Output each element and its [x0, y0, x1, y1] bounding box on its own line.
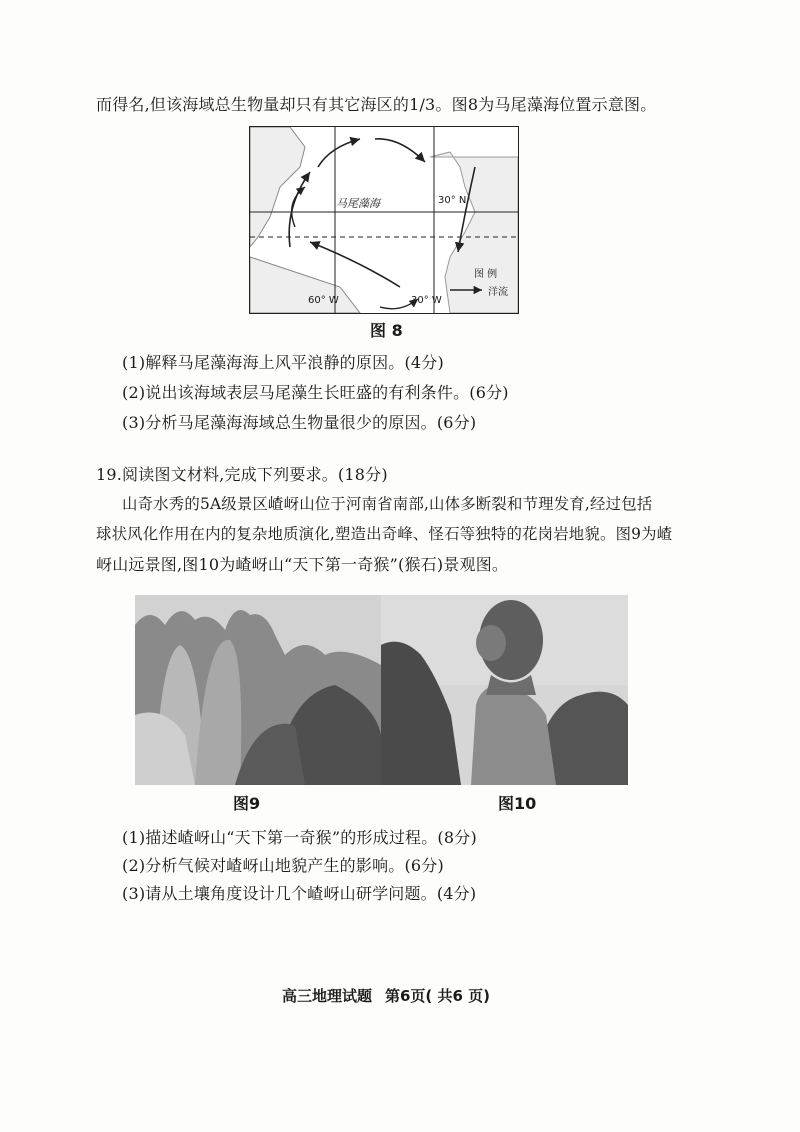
q19-para-line-2: 球状风化作用在内的复杂地质演化,塑造出奇峰、怪石等独特的花岗岩地貌。图9为嵖 [96, 525, 673, 543]
figure10-photo [381, 595, 628, 785]
q19-item-3: (3)请从土壤角度设计几个嵖岈山研学问题。(4分) [122, 884, 477, 903]
figure9-caption: 图9 [233, 794, 261, 813]
footer-page-number: 第6页( 共6 页) [385, 987, 491, 1005]
north-america-land [250, 127, 305, 247]
q18-item-2: (2)说出该海域表层马尾藻生长旺盛的有利条件。(6分) [122, 383, 509, 402]
map-drawing [250, 127, 518, 313]
figure9-photo [135, 595, 381, 785]
footer-subject: 高三地理试题 [282, 987, 373, 1005]
lon-label-60w: 60° W [308, 295, 339, 306]
q19-title: 19.阅读图文材料,完成下列要求。(18分) [96, 465, 388, 484]
legend-title: 图 例 [474, 269, 498, 280]
q19-item-2: (2)分析气候对嵖岈山地貌产生的影响。(6分) [122, 856, 444, 875]
current-arrow-north [318, 139, 360, 167]
q18-item-1: (1)解释马尾藻海海上风平浪静的原因。(4分) [122, 353, 444, 372]
current-arrow-equatorial [310, 242, 400, 287]
caribbean-land [250, 257, 360, 313]
legend-item: 洋流 [488, 287, 508, 298]
q19-item-1: (1)描述嵖岈山“天下第一奇猴”的形成过程。(8分) [122, 828, 477, 847]
figure8-caption: 图 8 [370, 321, 403, 340]
intro-text: 而得名,但该海域总生物量却只有其它海区的1/3。图8为马尾藻海位置示意图。 [96, 95, 657, 114]
current-arrow-ne [375, 139, 425, 162]
sea-label: 马尾藻海 [336, 197, 380, 210]
q18-item-3: (3)分析马尾藻海海域总生物量很少的原因。(6分) [122, 413, 477, 432]
figure8-map [249, 126, 519, 314]
q19-para-line-1: 山奇水秀的5A级景区嵖岈山位于河南省南部,山体多断裂和节理发育,经过包括 [122, 495, 653, 513]
lon-label-30w: 30° W [411, 295, 442, 306]
q19-para-line-3: 岈山远景图,图10为嵖岈山“天下第一奇猴”(猴石)景观图。 [96, 555, 509, 574]
figure10-caption: 图10 [498, 794, 537, 813]
lat-label: 30° N [438, 195, 467, 206]
